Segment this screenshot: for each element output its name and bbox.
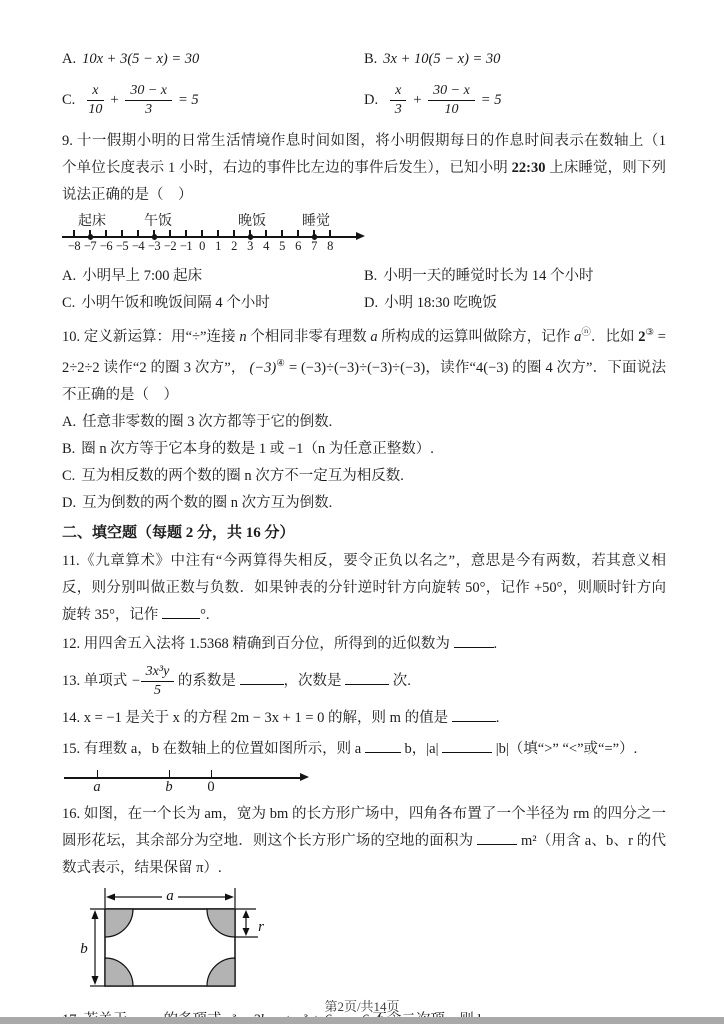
var-n: n xyxy=(239,329,247,346)
option-text: 小明一天的睡觉时长为 14 个小时 xyxy=(383,268,594,285)
stem-text: 9. 十一假期小明的日常生活情境作息时间如图，将小明假期每日的作息时间表示在数轴上（1 个单位长度表示 1 小时，右边的事件比左边的事件后发生），已知小明 xyxy=(62,133,666,177)
question-11 xyxy=(62,548,666,629)
fraction xyxy=(125,83,172,118)
q8-options-row-1 xyxy=(62,46,666,73)
arrowhead-icon xyxy=(92,976,99,985)
radius-label-r: r xyxy=(258,919,264,936)
example1-base: 2 xyxy=(638,329,646,346)
axis-arrow-icon xyxy=(300,773,309,781)
option-text: 小明早上 7:00 起床 xyxy=(82,268,203,285)
stem-text: m²（用含 a、b、r 的代数式表示，结果保留 π）. xyxy=(62,833,667,877)
answer-blank xyxy=(452,706,496,722)
stem-text: °. xyxy=(200,607,210,624)
option-label: A. xyxy=(62,51,77,67)
answer-blank xyxy=(477,829,517,845)
example2-base: (−3) xyxy=(249,360,277,377)
page-content xyxy=(62,46,666,1024)
page-number-footer: 第2页/共14页 xyxy=(324,999,400,1014)
stem-text: 14. x = −1 是关于 x 的方程 2m − 3x + 1 = 0 的解，则 m 的值是 xyxy=(62,710,452,727)
stem-text: 13. 单项式 xyxy=(62,673,131,690)
stem-text: . xyxy=(495,710,500,727)
q10-option-a xyxy=(62,409,666,436)
equals-rhs: = 5 xyxy=(177,92,199,109)
stem-text: 的系数是 xyxy=(174,673,240,690)
stem-text: ．比如 xyxy=(590,329,639,346)
quarter-circle-top-right xyxy=(207,909,235,937)
denominator: 3 xyxy=(145,102,153,118)
width-label-b: b xyxy=(80,941,88,958)
axis-tick-labels: −8 −7 −6 −5 −4 −3 −2 −1 0 1 2 3 4 5 6 7 8 xyxy=(67,239,333,254)
option-text: 圈 n 次方等于它本身的数是 1 或 −1（n 为任意正整数）. xyxy=(81,441,434,458)
stem-text: 11.《九章算术》中注有“今两算得失相反，要令正负以名之”，意思是今有两数，若其意义相反，则分别叫做正数与负数．如果钟表的分针逆时针方向旋转 50°，记作 +50°，则顺时针方向旋转 35°，记作 xyxy=(62,553,666,624)
option-label: B. xyxy=(364,268,378,285)
arrowhead-icon xyxy=(243,928,250,936)
axis-label-zero: 0 xyxy=(207,779,215,796)
option-text: 任意非零数的圈 3 次方都等于它的倒数. xyxy=(82,414,333,431)
numerator: x xyxy=(87,83,103,101)
q8-options-row-2 xyxy=(62,83,666,118)
option-label: D. xyxy=(364,295,379,312)
answer-blank xyxy=(442,737,492,753)
question-16 xyxy=(62,801,666,882)
option-label: C. xyxy=(62,92,76,109)
answer-blank xyxy=(454,632,494,648)
q9-options-row-2 xyxy=(62,290,666,317)
answer-blank xyxy=(345,669,389,685)
var-a: a xyxy=(370,329,378,346)
equals-rhs: = 5 xyxy=(480,92,502,109)
stem-text: 12. 用四舍五入法将 1.5368 精确到百分位，所得到的近似数为 xyxy=(62,636,454,653)
stem-text: = (−3)÷(−3)÷(−3)÷(−3)，读作“4(−3) 的圈 4 次方”．下面说法不正确的是（ ） xyxy=(62,360,666,404)
notation-base: a xyxy=(574,329,582,346)
arrowhead-icon xyxy=(92,910,99,919)
answer-blank xyxy=(162,603,200,619)
q9-option-a xyxy=(62,263,364,290)
axis-label-b: b xyxy=(165,779,173,796)
axis-label-a: a xyxy=(93,779,101,796)
answer-blank xyxy=(365,737,401,753)
option-text: 互为倒数的两个数的圈 n 次方互为倒数. xyxy=(82,495,333,512)
stem-text: 15. 有理数 a，b 在数轴上的位置如图所示，则 a xyxy=(62,741,365,758)
arrowhead-icon xyxy=(225,894,234,901)
event-label-dinner: 晚饭 xyxy=(238,214,266,230)
arrowhead-icon xyxy=(106,894,115,901)
q8-option-d xyxy=(364,83,666,118)
q8-option-c xyxy=(62,83,364,118)
minus-sign: − xyxy=(130,673,141,690)
option-label: D. xyxy=(364,92,379,109)
question-12 xyxy=(62,631,666,658)
numerator: x xyxy=(390,83,406,101)
arrowhead-icon xyxy=(243,910,250,918)
option-text: 小明午饭和晚饭间隔 4 个小时 xyxy=(81,295,270,312)
question-9-stem xyxy=(62,128,666,209)
option-label: D. xyxy=(62,495,77,512)
quarter-circle-bottom-right xyxy=(207,958,235,986)
plus-sign: + xyxy=(412,92,423,109)
q10-option-c xyxy=(62,463,666,490)
option-label: C. xyxy=(62,295,76,312)
section-2-title: 二、填空题（每题 2 分，共 16 分） xyxy=(62,525,295,542)
option-equation: 10x + 3(5 − x) = 30 xyxy=(82,51,200,67)
option-equation: 3x + 10(5 − x) = 30 xyxy=(383,51,501,67)
denominator: 10 xyxy=(88,102,103,118)
fraction xyxy=(141,664,175,699)
stem-text: |b|（填“>” “<”或“=”）. xyxy=(492,741,638,758)
answer-blank xyxy=(240,669,284,685)
option-label: A. xyxy=(62,414,77,431)
denominator: 10 xyxy=(444,102,459,118)
tick-mark xyxy=(97,770,98,778)
stem-text: = 2÷2÷2 读作“2 的圈 3 次方”， xyxy=(62,329,666,377)
q8-option-a xyxy=(62,46,364,73)
tick-mark xyxy=(211,770,212,778)
tick-mark xyxy=(169,770,170,778)
question-14 xyxy=(62,705,666,732)
circled-n-superscript: ⓝ xyxy=(581,328,591,339)
q9-options-row-1 xyxy=(62,263,666,290)
stem-text: 上床睡觉，则下列说法正确的是（ ） xyxy=(62,160,667,204)
scan-edge-strip xyxy=(0,1017,724,1024)
stem-text: 个相同非零有理数 xyxy=(246,329,371,346)
circled-3-superscript: ③ xyxy=(645,328,655,339)
q9-option-d xyxy=(364,290,666,317)
option-text: 小明 18:30 吃晚饭 xyxy=(384,295,497,312)
event-label-wakeup: 起床 xyxy=(78,214,106,230)
event-label-lunch: 午饭 xyxy=(144,214,172,230)
option-label: A. xyxy=(62,268,77,285)
question-13 xyxy=(62,664,666,699)
plus-sign: + xyxy=(109,92,120,109)
numerator: 30 − x xyxy=(125,83,172,101)
axis-arrow-icon xyxy=(356,232,365,240)
stem-text: 16. 如图，在一个长为 am，宽为 bm 的长方形广场中，四角各布置了一个半径为 rm 的四分之一圆形花坛，其余部分为空地．则这个长方形广场的空地的面积为 xyxy=(62,806,666,850)
stem-text: ，次数是 xyxy=(283,673,346,690)
question-15 xyxy=(62,736,666,763)
quarter-circle-bottom-left xyxy=(105,958,133,986)
bedtime-value: 22:30 xyxy=(511,160,546,177)
fraction xyxy=(390,83,406,118)
denominator: 3 xyxy=(394,102,402,118)
q9-option-b xyxy=(364,263,666,290)
stem-text: 次. xyxy=(389,673,411,690)
fraction xyxy=(87,83,103,118)
option-label: B. xyxy=(62,441,76,458)
q9-option-c xyxy=(62,290,364,317)
question-10-stem xyxy=(62,320,666,409)
stem-text: b，|a| xyxy=(400,741,443,758)
length-label-a: a xyxy=(166,888,174,905)
option-label: B. xyxy=(364,51,378,67)
quarter-circle-top-left xyxy=(105,909,133,937)
q9-number-line xyxy=(62,212,392,261)
stem-text: 所构成的运算叫做除方，记作 xyxy=(377,329,575,346)
numerator: 30 − x xyxy=(428,83,475,101)
stem-text: 10. 定义新运算：用“÷”连接 xyxy=(62,329,240,346)
circled-4-superscript: ④ xyxy=(276,359,286,370)
stem-text: . xyxy=(493,636,498,653)
denominator: 5 xyxy=(153,683,161,699)
q10-option-d xyxy=(62,490,666,517)
axis-ticks xyxy=(66,230,338,237)
option-text: 互为相反数的两个数的圈 n 次方不一定互为相反数. xyxy=(81,468,404,485)
q10-option-b xyxy=(62,436,666,463)
event-label-sleep: 睡觉 xyxy=(302,214,330,230)
q16-plaza-figure xyxy=(78,886,278,998)
q15-number-line xyxy=(64,765,324,799)
q8-option-b xyxy=(364,46,666,73)
numerator: 3x³y xyxy=(141,664,175,682)
fraction xyxy=(428,83,475,118)
option-label: C. xyxy=(62,468,76,485)
